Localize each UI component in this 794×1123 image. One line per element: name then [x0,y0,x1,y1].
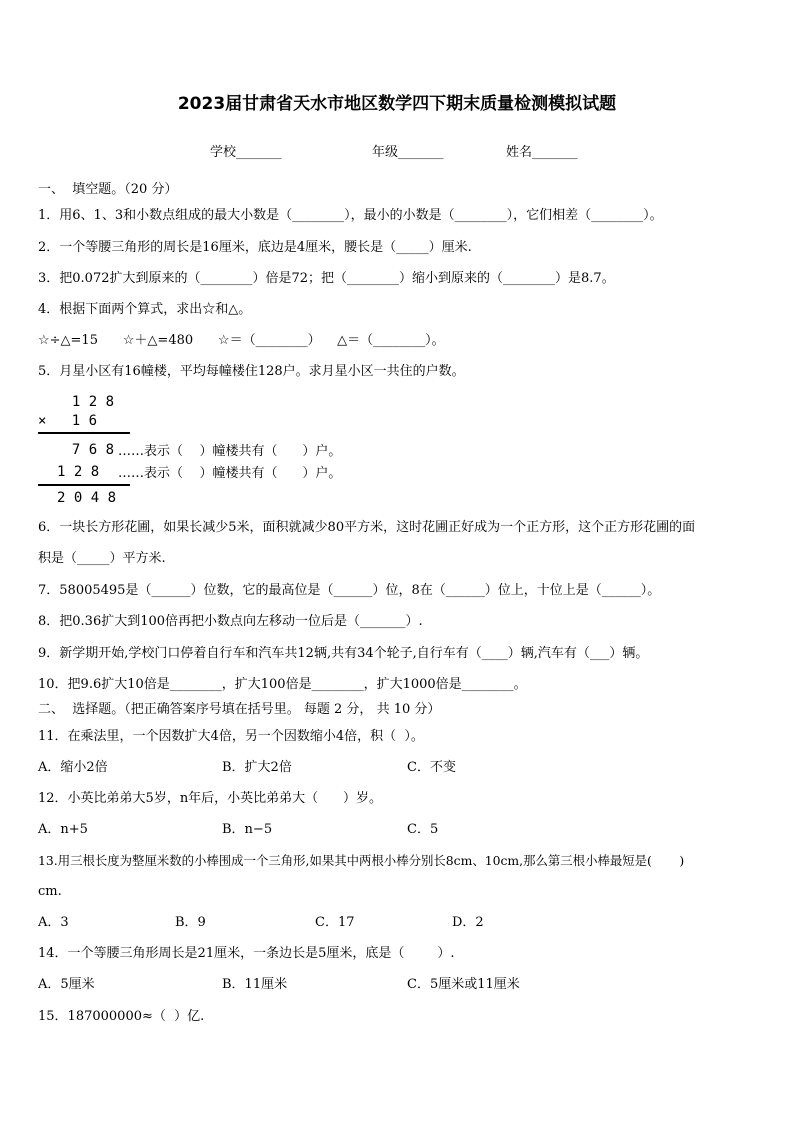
calc-rule-1 [38,432,130,434]
question-5: 5．月星小区有16幢楼，平均每幢楼住128户。求月星小区一共住的户数。 [38,364,465,379]
question-12-option-b: B．n−5 [222,822,273,837]
question-3: 3．把0.072扩大到原来的（________）倍是72；把（________）缩小到原来的（________）是8.7。 [38,271,615,286]
question-11-option-a: A．缩小2倍 [38,760,108,775]
calc-note-2: ……表示（ ）幢楼共有（ ）户。 [118,466,342,481]
question-14-option-b: B．11厘米 [222,977,288,992]
question-11: 11．在乘法里，一个因数扩大4倍，另一个因数缩小4倍，积（ ）。 [38,729,424,744]
question-14: 14．一个等腰三角形周长是21厘米，一条边长是5厘米，底是（ ）. [38,946,455,961]
question-10: 10．把9.6扩大10倍是________，扩大100倍是________，扩大1000倍是________。 [38,677,527,692]
question-1: 1．用6、1、3和小数点组成的最大小数是（________），最小的小数是（________），它们相差（________）。 [38,208,663,223]
calc-rule-2 [38,484,130,486]
question-13-option-a: A．3 [38,915,69,930]
calc-row-product: 2 0 4 8 [57,490,117,506]
calc-row-partial-1: 7 6 8 [55,442,115,458]
question-7: 7．58005495是（______）位数，它的最高位是（______）位，8在（______）位上，十位上是（______）。 [38,583,661,598]
calc-row-multiplier: × 1 6 [38,413,98,429]
question-4-equations: ☆÷△=15 ☆＋△=480 ☆＝（________） △＝（________）。 [38,333,445,348]
question-11-option-c: C．不变 [407,760,456,775]
calc-note-1: ……表示（ ）幢楼共有（ ）户。 [118,444,342,459]
question-12: 12．小英比弟弟大5岁，n年后，小英比弟弟大（ ）岁。 [38,791,382,806]
question-13-option-b: B．9 [175,915,206,930]
question-12-option-a: A．n+5 [38,822,88,837]
question-14-option-a: A．5厘米 [38,977,95,992]
grade-field[interactable]: 年级_______ [372,145,444,160]
section-2-heading: 二、 选择题。（把正确答案序号填在括号里。 每题 2 分， 共 10 分） [38,702,441,717]
question-6: 6．一块长方形花圃，如果长减少5米，面积就减少80平方米，这时花圃正好成为一个正方形，这个正方形花圃的面 [38,520,696,535]
question-9: 9．新学期开始,学校门口停着自行车和汽车共12辆,共有34个轮子,自行车有（____）辆,汽车有（___）辆。 [38,646,649,661]
question-12-option-c: C．5 [407,822,439,837]
name-field[interactable]: 姓名_______ [506,145,578,160]
question-15: 15．187000000≈（ ）亿. [38,1009,205,1024]
page-title: 2023届甘肃省天水市地区数学四下期末质量检测模拟试题 [177,94,617,114]
school-field[interactable]: 学校_______ [210,145,282,160]
question-13-cont: cm. [38,884,62,899]
question-13: 13.用三根长度为整厘米数的小棒围成一个三角形,如果其中两根小棒分别长8cm、10cm,那么第三根小棒最短是( ) [38,853,685,868]
question-6-cont: 积是（_____）平方米. [38,551,166,566]
section-1-heading: 一、 填空题。（20 分） [38,182,178,197]
question-13-option-d: D．2 [452,915,484,930]
question-13-option-c: C．17 [315,915,355,930]
question-14-option-c: C．5厘米或11厘米 [407,977,520,992]
question-11-option-b: B．扩大2倍 [222,760,292,775]
calc-row-multiplicand: 1 2 8 [55,394,115,410]
question-8: 8．把0.36扩大到100倍再把小数点向左移动一位后是（_______）. [38,614,423,629]
question-2: 2．一个等腰三角形的周长是16厘米，底边是4厘米，腰长是（_____）厘米. [38,240,472,255]
calc-row-partial-2: 1 2 8 [57,464,100,480]
question-4: 4．根据下面两个算式，求出☆和△。 [38,302,252,317]
